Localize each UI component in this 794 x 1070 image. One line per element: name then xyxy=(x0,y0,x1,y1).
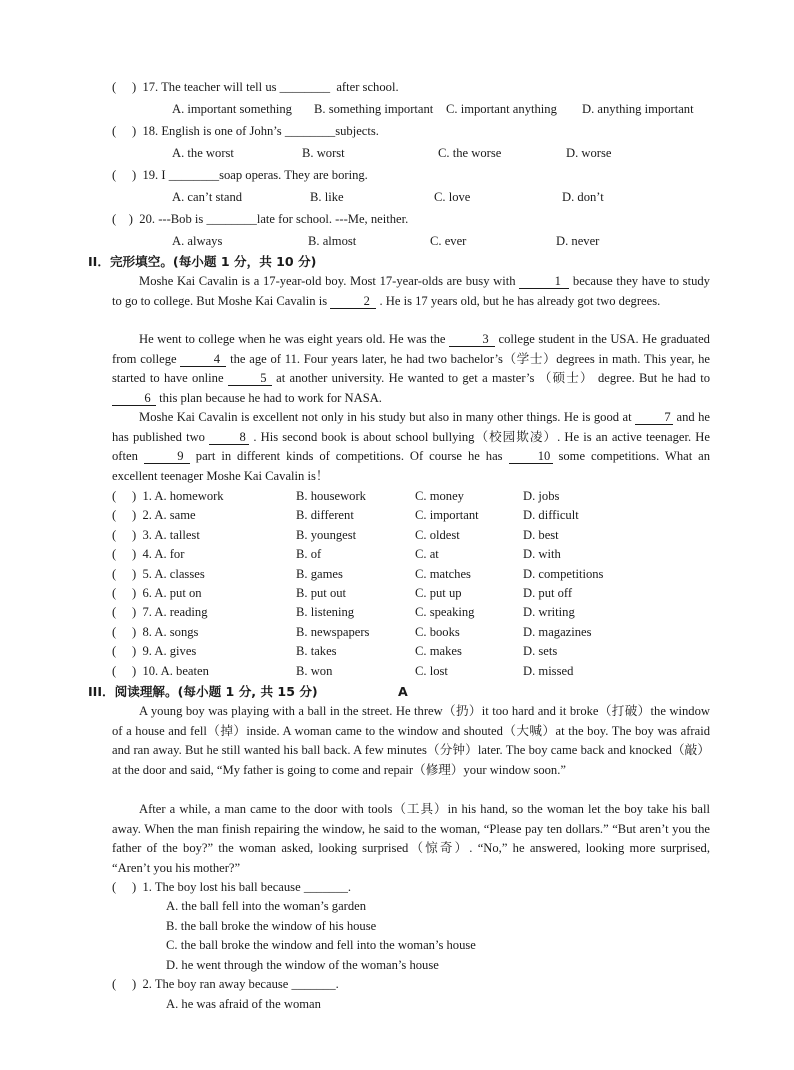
option: D. worse xyxy=(566,146,612,160)
option: D. never xyxy=(556,234,600,248)
answer-paren-c9[interactable]: ( ) xyxy=(112,644,137,658)
cloze-paragraph-1: Moshe Kai Cavalin is a 17-year-old boy. Most 17-year-olds are busy with 1 because they have to study to go to college. But Moshe Kai Cavalin is 2 . He is 17 years old, but he has already got two degrees. xyxy=(112,274,710,308)
cloze-question-9 xyxy=(112,643,196,659)
option-a: 1. A. homework xyxy=(142,489,224,503)
option-c: C. books xyxy=(415,625,460,639)
option-d: D. magazines xyxy=(523,625,592,639)
option-b: B. won xyxy=(296,664,333,678)
option-d: D. put off xyxy=(523,586,573,600)
option-b: B. of xyxy=(296,547,322,561)
blank-7[interactable]: 7 xyxy=(635,410,673,425)
cloze-paragraph-3: Moshe Kai Cavalin is excellent not only in his study but also in many other things. He is good at 7 and he has published two 8 . His second book is about school bullying（校园欺凌）. He is an active teenager. He often 9 part in different kinds of competitions. Of course he has 10 some competitions. What an excellent teenager Moshe Kai Cavalin is！ xyxy=(112,410,711,483)
option: B. worst xyxy=(302,146,345,160)
answer-paren-20[interactable]: ( ) xyxy=(112,212,133,226)
option-d: D. difficult xyxy=(523,508,579,522)
answer-paren-17[interactable]: ( ) xyxy=(112,80,137,94)
option-a: 7. A. reading xyxy=(142,605,208,619)
option-b: B. youngest xyxy=(296,528,357,542)
option-c: C. makes xyxy=(415,644,462,658)
question-17: ( ) 17. The teacher will tell us ________ after school. xyxy=(112,80,399,94)
option: C. love xyxy=(434,190,471,204)
reading-paragraph-1: A young boy was playing with a ball in the street. He threw（扔）it too hard and it broke（打破）the window of a house and fell（掉）inside. A woman came to the window and shouted（大喊）at the boy. The boy was afraid and ran away. But he still wanted his ball back. A few minutes（分钟）later. The boy came back and knocked（敲）at the door and said, “My father is going to come and repair（修理）your window soon.” xyxy=(112,704,710,777)
option: D. don’t xyxy=(562,190,604,204)
option-b: B. games xyxy=(296,567,343,581)
option-d: D. competitions xyxy=(523,567,604,581)
option-b: B. takes xyxy=(296,644,337,658)
option: A. can’t stand xyxy=(172,190,243,204)
option-a: 4. A. for xyxy=(142,547,185,561)
blank-10[interactable]: 10 xyxy=(509,449,553,464)
option-c: C. put up xyxy=(415,586,462,600)
option-d: D. writing xyxy=(523,605,575,619)
option-a: 2. A. same xyxy=(142,508,196,522)
option-b: B. newspapers xyxy=(296,625,370,639)
answer-paren-c5[interactable]: ( ) xyxy=(112,567,137,581)
option-c: C. important xyxy=(415,508,479,522)
option-d: D. missed xyxy=(523,664,574,678)
option: C. ever xyxy=(430,234,467,248)
cloze-question-7 xyxy=(112,604,208,620)
option-c: C. lost xyxy=(415,664,448,678)
option-a: 3. A. tallest xyxy=(142,528,200,542)
option-d: D. best xyxy=(523,528,559,542)
answer-paren-r2[interactable]: ( ) xyxy=(112,977,137,991)
cloze-question-5 xyxy=(112,566,205,582)
option-c: C. matches xyxy=(415,567,471,581)
blank-2[interactable]: 2 xyxy=(330,294,376,309)
answer-paren-c1[interactable]: ( ) xyxy=(112,489,137,503)
option-c: C. at xyxy=(415,547,439,561)
cloze-question-8 xyxy=(112,624,198,640)
question-20: ( ) 20. ---Bob is ________late for school. ---Me, neither. xyxy=(112,212,409,226)
cloze-question-10 xyxy=(112,663,209,679)
option: D. he went through the window of the woman’s house xyxy=(166,958,439,972)
answer-paren-c8[interactable]: ( ) xyxy=(112,625,137,639)
cloze-paragraph-2: He went to college when he was eight years old. He was the 3 college student in the USA. He graduated from college 4 the age of 11. Four years later, he had two bachelor’s（学士）degrees in math. This year, he started to have online 5 at another university. He wanted to get a master’s （硕士） degree. But he had to 6 this plan because he had to work for NASA. xyxy=(112,332,711,405)
answer-paren-c3[interactable]: ( ) xyxy=(112,528,137,542)
cloze-question-3 xyxy=(112,527,200,543)
option: C. important anything xyxy=(446,102,557,116)
blank-3[interactable]: 3 xyxy=(449,332,495,347)
option: A. important something xyxy=(172,102,292,116)
option-a: 8. A. songs xyxy=(142,625,199,639)
blank-9[interactable]: 9 xyxy=(144,449,190,464)
option-d: D. sets xyxy=(523,644,558,658)
blank-4[interactable]: 4 xyxy=(180,352,226,367)
answer-paren-c6[interactable]: ( ) xyxy=(112,586,137,600)
option-d: D. with xyxy=(523,547,561,561)
option: B. the ball broke the window of his house xyxy=(166,919,377,933)
reading-paragraph-2: After a while, a man came to the door with tools（工具）in his hand, so the woman let the boy take his ball away. When the man finish repairing the window, he said to the woman, “Please pay ten dollars.” “But aren’t you the father of the boy?” the woman asked, looking surprised（惊奇）. “No,” he answered, looking more surprised, “Aren’t you his mother?” xyxy=(112,802,710,875)
answer-paren-c2[interactable]: ( ) xyxy=(112,508,137,522)
passage-label: A xyxy=(398,684,408,699)
option-c: C. oldest xyxy=(415,528,460,542)
answer-paren-19[interactable]: ( ) xyxy=(112,168,137,182)
option-a: 5. A. classes xyxy=(142,567,205,581)
option: A. the ball fell into the woman’s garden xyxy=(166,899,367,913)
blank-8[interactable]: 8 xyxy=(209,430,249,445)
blank-5[interactable]: 5 xyxy=(228,371,272,386)
option: A. always xyxy=(172,234,223,248)
section-3-title: III．阅读理解。(每小题 1 分, 共 15 分) xyxy=(88,684,318,699)
section-2-title: II．完形填空。(每小题 1 分，共 10 分) xyxy=(88,254,317,269)
option: B. something important xyxy=(314,102,434,116)
option: D. anything important xyxy=(582,102,694,116)
option: C. the ball broke the window and fell into the woman’s house xyxy=(166,938,476,952)
option: B. almost xyxy=(308,234,357,248)
question-18: ( ) 18. English is one of John’s ________subjects. xyxy=(112,124,379,138)
cloze-question-4 xyxy=(112,546,184,562)
option-c: C. speaking xyxy=(415,605,475,619)
blank-6[interactable]: 6 xyxy=(112,391,156,406)
option-b: B. housework xyxy=(296,489,366,503)
option: A. he was afraid of the woman xyxy=(166,997,321,1011)
option-a: 9. A. gives xyxy=(142,644,197,658)
reading-question-1: ( ) 1. The boy lost his ball because _______. xyxy=(112,880,352,894)
option: B. like xyxy=(310,190,344,204)
cloze-question-1 xyxy=(112,488,224,504)
option-a: 6. A. put on xyxy=(142,586,202,600)
option-a: 10. A. beaten xyxy=(142,664,209,678)
answer-paren-18[interactable]: ( ) xyxy=(112,124,137,138)
question-19: ( ) 19. I ________soap operas. They are boring. xyxy=(112,168,368,182)
option-b: B. listening xyxy=(296,605,355,619)
blank-1[interactable]: 1 xyxy=(519,274,569,289)
option-c: C. money xyxy=(415,489,464,503)
answer-paren-c4[interactable]: ( ) xyxy=(112,547,137,561)
answer-paren-r1[interactable]: ( ) xyxy=(112,880,137,894)
option-b: B. put out xyxy=(296,586,347,600)
cloze-question-2 xyxy=(112,507,196,523)
option: A. the worst xyxy=(172,146,234,160)
option-b: B. different xyxy=(296,508,354,522)
cloze-question-6 xyxy=(112,585,202,601)
option-d: D. jobs xyxy=(523,489,560,503)
answer-paren-c7[interactable]: ( ) xyxy=(112,605,137,619)
option: C. the worse xyxy=(438,146,502,160)
answer-paren-c10[interactable]: ( ) xyxy=(112,664,137,678)
reading-question-2: ( ) 2. The boy ran away because _______. xyxy=(112,977,339,991)
